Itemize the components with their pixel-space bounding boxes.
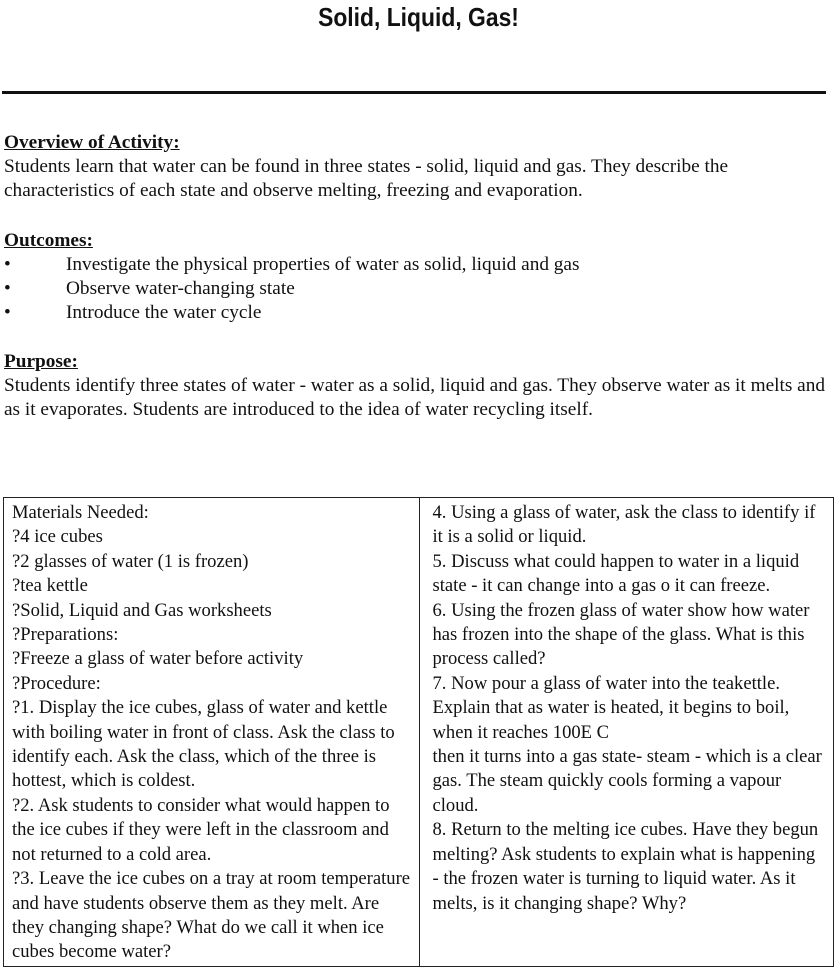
purpose-text: Students identify three states of water - water as a solid, liquid and gas. They observe water as it melts and as it evaporates. Students are introduced to the idea of water recycling itself. xyxy=(4,375,826,420)
procedure-step: 7. Now pour a glass of water into the teakettle. Explain that as water is heated, it begins to boil, when it reaches 100E C xyxy=(432,672,790,743)
left-column xyxy=(4,498,419,966)
preparations-line: ?Freeze a glass of water before activity xyxy=(12,648,304,670)
procedure-line: ?Procedure: xyxy=(12,672,101,694)
procedure-step: ?1. Display the ice cubes, glass of water and kettle with boiling water in front of class. Ask the class to identify each. Ask the class, which of the three is hottest, which is coldest. xyxy=(12,697,395,792)
materials-line: Materials Needed: xyxy=(12,502,149,523)
procedure-step: 8. Return to the melting ice cubes. Have they begun melting? Ask students to explain what is happening - the frozen water is turning to liquid water. As it melts, is it changing shape? Why? xyxy=(432,819,819,914)
overview-heading: Overview of Activity: xyxy=(4,132,180,153)
right-column xyxy=(419,498,834,966)
materials-line: ?Solid, Liquid and Gas worksheets xyxy=(12,599,272,621)
procedure-step: 6. Using the frozen glass of water show how water has frozen into the shape of the glass. What is this process called? xyxy=(432,599,810,670)
overview-text: Students learn that water can be found in three states - solid, liquid and gas. They describe the characteristics of each state and observe melting, freezing and evaporation. xyxy=(4,156,729,201)
materials-line: ?4 ice cubes xyxy=(12,526,103,548)
outcome-item: • Observe water-changing state xyxy=(4,277,834,301)
page-title: Solid, Liquid, Gas! xyxy=(318,2,519,32)
procedure-step: 4. Using a glass of water, ask the class to identify if it is a solid or liquid. xyxy=(432,502,816,548)
outcomes-heading: Outcomes: xyxy=(4,230,93,251)
outcome-item: • Introduce the water cycle xyxy=(4,301,834,325)
materials-line: ?2 glasses of water (1 is frozen) xyxy=(12,550,249,572)
procedure-step: then it turns into a gas state- steam - which is a clear gas. The steam quickly cools forming a vapour cloud. xyxy=(432,746,822,816)
divider xyxy=(2,91,826,94)
procedure-step: ?3. Leave the ice cubes on a tray at room temperature and have students observe them as they melt. Are they changing shape? What do we call it when ice cubes become water? xyxy=(12,868,411,963)
procedure-table xyxy=(3,497,834,967)
overview-section xyxy=(4,131,834,203)
materials-line: ?tea kettle xyxy=(12,575,88,597)
procedure-step: 5. Discuss what could happen to water in a liquid state - it can change into a gas o it can freeze. xyxy=(432,550,800,597)
purpose-section xyxy=(4,350,834,422)
outcome-item: • Investigate the physical properties of water as solid, liquid and gas xyxy=(4,253,834,277)
outcomes-section xyxy=(4,229,834,325)
procedure-step: ?2. Ask students to consider what would happen to the ice cubes if they were left in the classroom and not returned to a cold area. xyxy=(12,794,390,865)
purpose-heading: Purpose: xyxy=(4,351,78,372)
preparations-line: ?Preparations: xyxy=(12,624,119,646)
